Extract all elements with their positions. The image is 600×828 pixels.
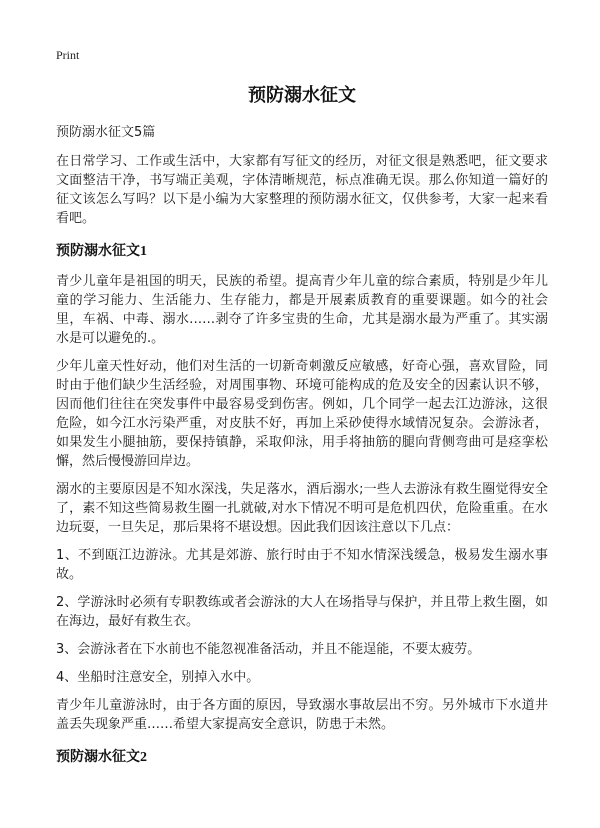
- section-paragraph: 少年儿童天性好动，他们对生活的一切新奇刺激反应敏感，好奇心强，喜欢冒险，同时由于他们缺少生活经验，对周围事物、环境可能构成的危及安全的因素认识不够，因而他们往往在突发事件中最容易受到伤害。例如，几个同学一起去江边游泳，这很危险，如今江水污染严重，对皮肤不好，再加上采砂使得水域情况复杂。会游泳者，如果发生小腿抽筋，要保持镇静，采取仰泳，用手将抽筋的腿向背侧弯曲可是痉挛松懈，然后慢慢游回岸边。: [56, 359, 548, 469]
- section-heading: 预防溺水征文1: [56, 244, 147, 259]
- intro-paragraph: 在日常学习、工作或生活中，大家都有写征文的经历，对征文很是熟悉吧，征文要求文面整洁干净，书写端正美观，字体清晰规范，标点准确无误。那么你知道一篇好的征文该怎么写吗？以下是小编为大家整理的预防溺水征文，仅供参考，大家一起来看看吧。: [56, 154, 548, 226]
- section-1: [56, 242, 548, 734]
- list-item: 4、坐船时注意安全，别掉入水中。: [56, 670, 260, 685]
- section-2: [56, 748, 548, 768]
- document-title: 预防溺水征文: [248, 85, 356, 106]
- list-item: 1、不到瓯江边游泳。尤其是郊游、旅行时由于不知水情深浅缓急，极易发生溺水事故。: [56, 548, 548, 582]
- section-paragraph: 青少年儿童游泳时，由于各方面的原因，导致溺水事故层出不穷。另外城市下水道井盖丢失现象严重……希望大家提高安全意识，防患于未然。: [56, 698, 548, 732]
- document-subtitle: 预防溺水征文5篇: [56, 125, 156, 140]
- list-item: 2、学游泳时必须有专职教练或者会游泳的大人在场指导与保护，并且带上救生圈，如在海边，最好有救生衣。: [56, 595, 548, 629]
- section-paragraph: 溺水的主要原因是不知水深浅，失足落水，酒后溺水;一些人去游泳有救生圈觉得安全了，素不知这些简易救生圈一扎就破,对水下情况不明可是危机四伏，危险重重。在水边玩耍，一旦失足，那后果将不堪设想。因此我们因该注意以下几点：: [56, 482, 548, 535]
- section-heading: 预防溺水征文2: [56, 750, 147, 765]
- print-link[interactable]: Print: [56, 48, 80, 62]
- list-item: 3、会游泳者在下水前也不能忽视准备活动，并且不能逞能，不要太疲劳。: [56, 642, 481, 657]
- section-paragraph: 青少儿童年是祖国的明天，民族的希望。提高青少年儿童的综合素质，特别是少年儿童的学习能力、生活能力、生存能力，都是开展素质教育的重要课题。如今的社会里，车祸、中毒、溺水……剥夺了许多宝贵的生命，尤其是溺水最为严重了。其实溺水是可以避免的.。: [56, 274, 548, 346]
